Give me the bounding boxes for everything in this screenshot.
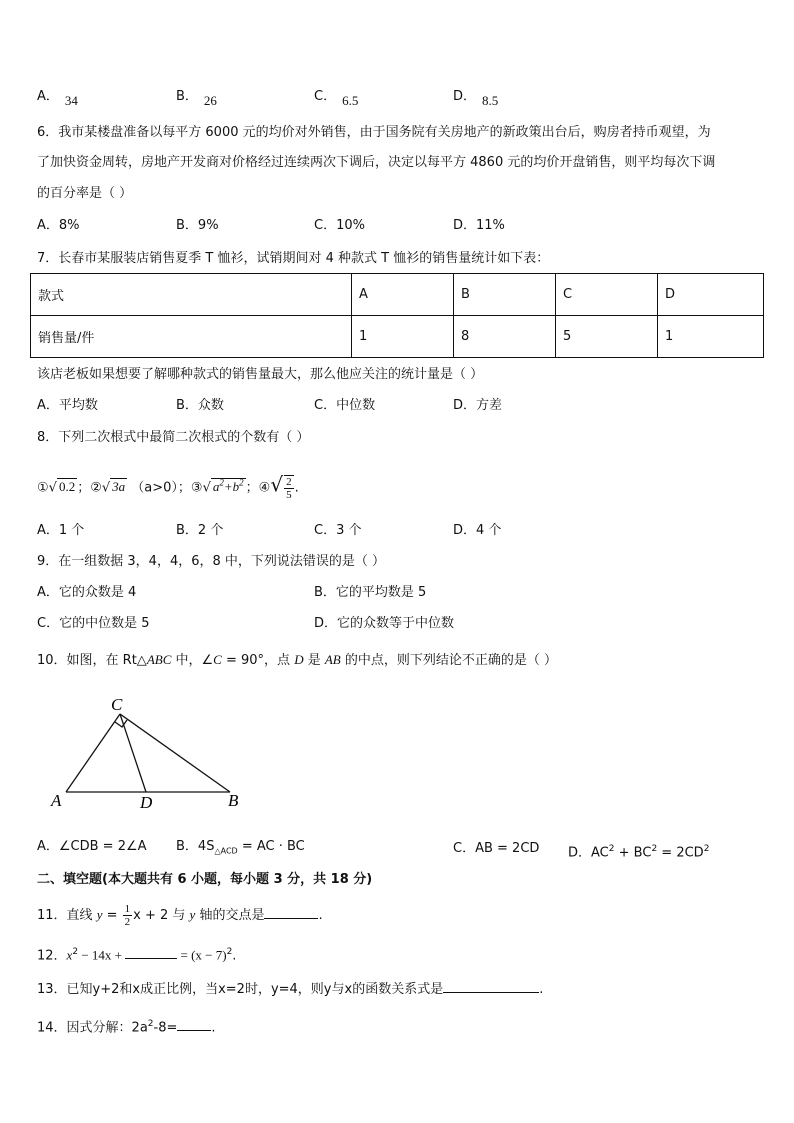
q10-option-c: C．AB = 2CD	[453, 841, 540, 856]
q13-line: 13．已知y+2和x成正比例，当x=2时，y=4，则y与x的函数关系式是 .	[37, 982, 544, 997]
q7-option-d: D．方差	[453, 398, 503, 413]
label-c: C	[111, 695, 123, 714]
q6-option-c: C．10%	[314, 218, 365, 233]
q10-option-a: A．∠CDB = 2∠A	[37, 839, 147, 854]
section-heading-fill-in: 二、填空题(本大题共有 6 小题，每小题 3 分，共 18 分)	[37, 872, 373, 887]
q6-option-a: A．8%	[37, 218, 80, 233]
q5-option-a: A． 34	[37, 89, 78, 108]
q6-option-d: D．11%	[453, 218, 505, 233]
q10-option-d: D．$AC^2 + BC^2 = 2CD^2$	[568, 844, 710, 861]
q8-option-c: C．3 个	[314, 523, 362, 538]
side-cb	[120, 714, 230, 792]
table-cell: C	[556, 274, 658, 316]
q8-radical-list: ①√ 0.2 ；②√ 3a （a>0）；③√ $a^2+b^2$ ；④√ $\frac{2}{5}$ .	[37, 472, 299, 501]
q11-line: 11．直线 y = $\frac{1}{2}$ x + 2 与 y 轴的交点是 .	[37, 903, 323, 928]
table-cell: 5	[556, 316, 658, 358]
table-cell: 1	[352, 316, 454, 358]
q9-option-a: A．它的众数是 4	[37, 585, 137, 600]
table-cell: B	[454, 274, 556, 316]
q8-stem: 8．下列二次根式中最简二次根式的个数有（ ）	[37, 430, 310, 445]
table-cell: 款式	[31, 274, 352, 316]
q6-line-2: 了加快资金周转，房地产开发商对价格经过连续两次下调后，决定以每平方 4860 元的均价开盘销售，则平均每次下调	[37, 155, 716, 170]
q10-option-b: B．$4S_{\triangle ACD}$ = AC · BC	[176, 839, 305, 856]
q14-answer-blank[interactable]	[177, 1018, 211, 1031]
q7-option-b: B．众数	[176, 398, 224, 413]
q8-option-b: B．2 个	[176, 523, 224, 538]
table-cell: 8	[454, 316, 556, 358]
table-cell: D	[658, 274, 764, 316]
q11-answer-blank[interactable]	[264, 906, 318, 919]
side-ac	[66, 714, 120, 792]
q12-line: 12．$x^2 - 14x$ + = $(x - 7)^2$.	[37, 947, 237, 964]
q9-stem: 9．在一组数据 3，4，4，6，8 中，下列说法错误的是（ ）	[37, 554, 386, 569]
q9-option-d: D．它的众数等于中位数	[314, 616, 455, 631]
q7-option-c: C．中位数	[314, 398, 376, 413]
q9-option-c: C．它的中位数是 5	[37, 616, 150, 631]
q7-sales-table	[30, 273, 764, 358]
q9-option-b: B．它的平均数是 5	[314, 585, 427, 600]
label-b: B	[228, 791, 239, 810]
table-row	[31, 316, 764, 358]
q5-option-d: D． 8.5	[453, 89, 499, 108]
q5-option-b: B． 26	[176, 89, 217, 108]
right-angle-mark	[115, 720, 127, 727]
q8-option-d: D．4 个	[453, 523, 502, 538]
q8-option-a: A．1 个	[37, 523, 85, 538]
q5-option-c: C． 6.5	[314, 89, 359, 108]
q6-line-1: 6．我市某楼盘准备以每平方 6000 元的均价对外销售，由于国务院有关房地产的新政策出台后，购房者持币观望，为	[37, 125, 711, 140]
q6-line-3: 的百分率是（ ）	[37, 186, 133, 201]
q6-option-b: B．9%	[176, 218, 219, 233]
q13-answer-blank[interactable]	[443, 980, 539, 993]
q10-stem: 10．如图，在 Rt△ABC 中，∠C = 90°，点 D 是 AB 的中点，则下列结论不正确的是（ ）	[37, 652, 557, 668]
label-d: D	[140, 793, 153, 812]
q12-answer-blank[interactable]	[125, 946, 177, 959]
q14-line: 14．因式分解：$2a^2-8=$ .	[37, 1019, 216, 1036]
table-row	[31, 274, 764, 316]
median-cd	[120, 714, 146, 792]
label-a: A	[51, 791, 62, 810]
table-cell: 1	[658, 316, 764, 358]
table-cell: A	[352, 274, 454, 316]
q7-question: 该店老板如果想要了解哪种款式的销售量最大，那么他应关注的统计量是（ ）	[37, 367, 484, 382]
table-cell: 销售量/件	[31, 316, 352, 358]
q7-stem: 7．长春市某服装店销售夏季 T 恤衫，试销期间对 4 种款式 T 恤衫的销售量统计如下表：	[37, 251, 550, 266]
q10-triangle-figure	[40, 690, 260, 815]
q7-option-a: A．平均数	[37, 398, 98, 413]
